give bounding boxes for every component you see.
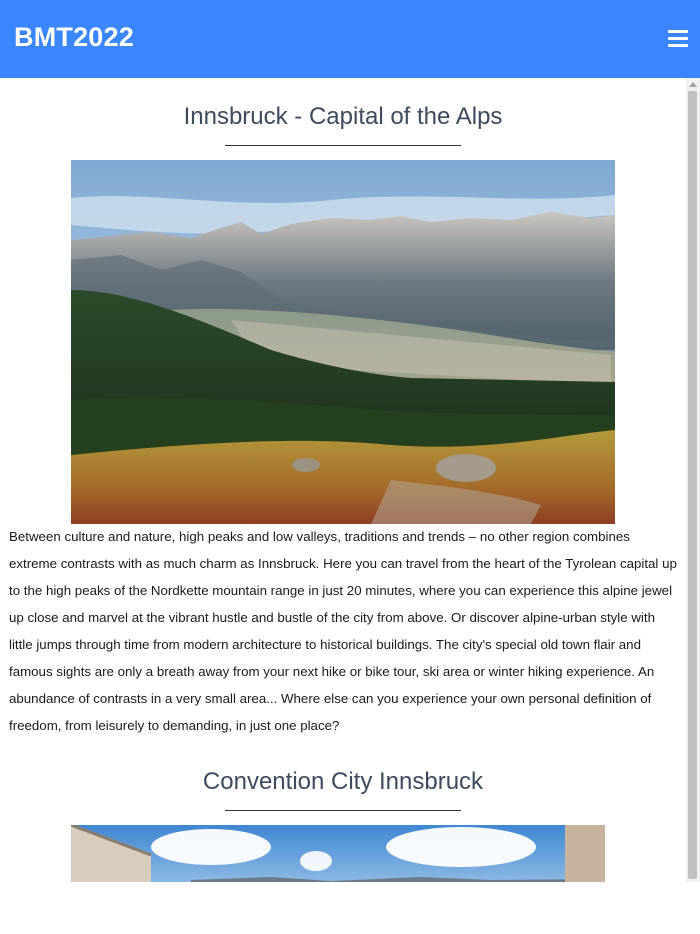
title-divider <box>225 145 461 146</box>
scrollbar-thumb[interactable] <box>688 91 697 879</box>
section-title-convention: Convention City Innsbruck <box>202 768 484 795</box>
title-divider <box>225 810 461 811</box>
scroll-up-arrow-icon[interactable] <box>689 82 697 87</box>
page-content <box>0 78 686 882</box>
hamburger-menu-icon[interactable] <box>668 30 688 48</box>
alpine-valley-photo <box>71 160 615 524</box>
capital-description-text: Between culture and nature, high peaks and low valleys, traditions and trends – no other region combines extreme contrasts with as much charm as Innsbruck. Here you can travel from the heart of the Tyrolean capital up to the high peaks of the Nordkette mountain range in just 20 minutes, where you can experience this alpine jewel up close and marvel at the vibrant hustle and bustle of the city from above. Or discover alpine-urban style with little jumps through time from modern architecture to historical buildings. The city's special old town flair and famous sights are only a breath away from your next hike or bike tour, ski area or winter hiking experience. An abundance of contrasts in a very small area... Where else can you experience your own personal definition of freedom, from leisurely to demanding, in just one place? <box>9 529 677 733</box>
brand-logo-text[interactable]: BMT2022 <box>14 22 134 52</box>
section-title-capital: Innsbruck - Capital of the Alps <box>183 103 503 130</box>
vertical-scrollbar[interactable] <box>686 78 700 882</box>
top-navbar <box>0 0 700 78</box>
city-buildings-photo <box>71 825 605 882</box>
